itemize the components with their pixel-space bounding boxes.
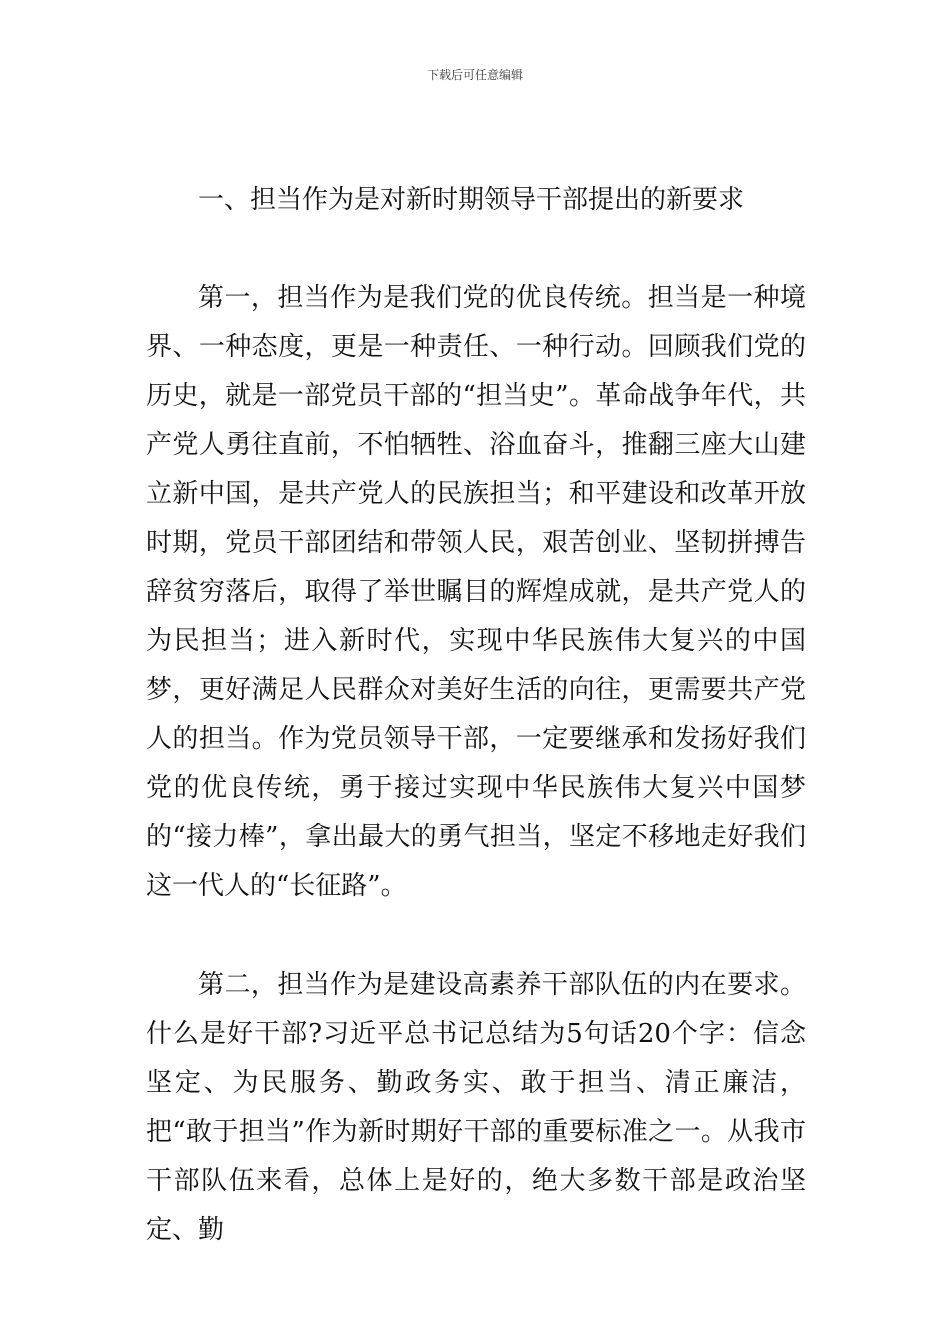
paragraph-second: 第二，担当作为是建设高素养干部队伍的内在要求。什么是好干部?习近平总书记总结为5句话20个字：信念坚定、为民服务、勤政务实、敢于担当、清正廉洁，把“敢于担当”作为新时期好干部的重要标准之一。从我市干部队伍来看，总体上是好的，绝大多数干部是政治坚定、勤 <box>146 970 806 1245</box>
section-heading: 一、担当作为是对新时期领导干部提出的新要求 <box>198 185 745 215</box>
header-note: 下载后可任意编辑 <box>426 68 523 82</box>
paragraph-first: 第一，担当作为是我们党的优良传统。担当是一种境界、一种态度，更是一种责任、一种行动。回顾我们党的历史，就是一部党员干部的“担当史”。革命战争年代，共产党人勇往直前，不怕牺牲、浴血奋斗，推翻三座大山建立新中国，是共产党人的民族担当；和平建设和改革开放时期，党员干部团结和带领人民，艰苦创业、坚韧拼搏告辞贫穷落后，取得了举世瞩目的辉煌成就，是共产党人的为民担当；进入新时代，实现中华民族伟大复兴的中国梦，更好满足人民群众对美好生活的向往，更需要共产党人的担当。作为党员领导干部，一定要继承和发扬好我们党的优良传统，勇于接过实现中华民族伟大复兴中国梦的“接力棒”，拿出最大的勇气担当，坚定不移地走好我们这一代人的“长征路”。 <box>146 283 806 901</box>
spacer <box>146 911 806 961</box>
spacer <box>146 224 806 274</box>
document-body <box>146 176 806 1255</box>
